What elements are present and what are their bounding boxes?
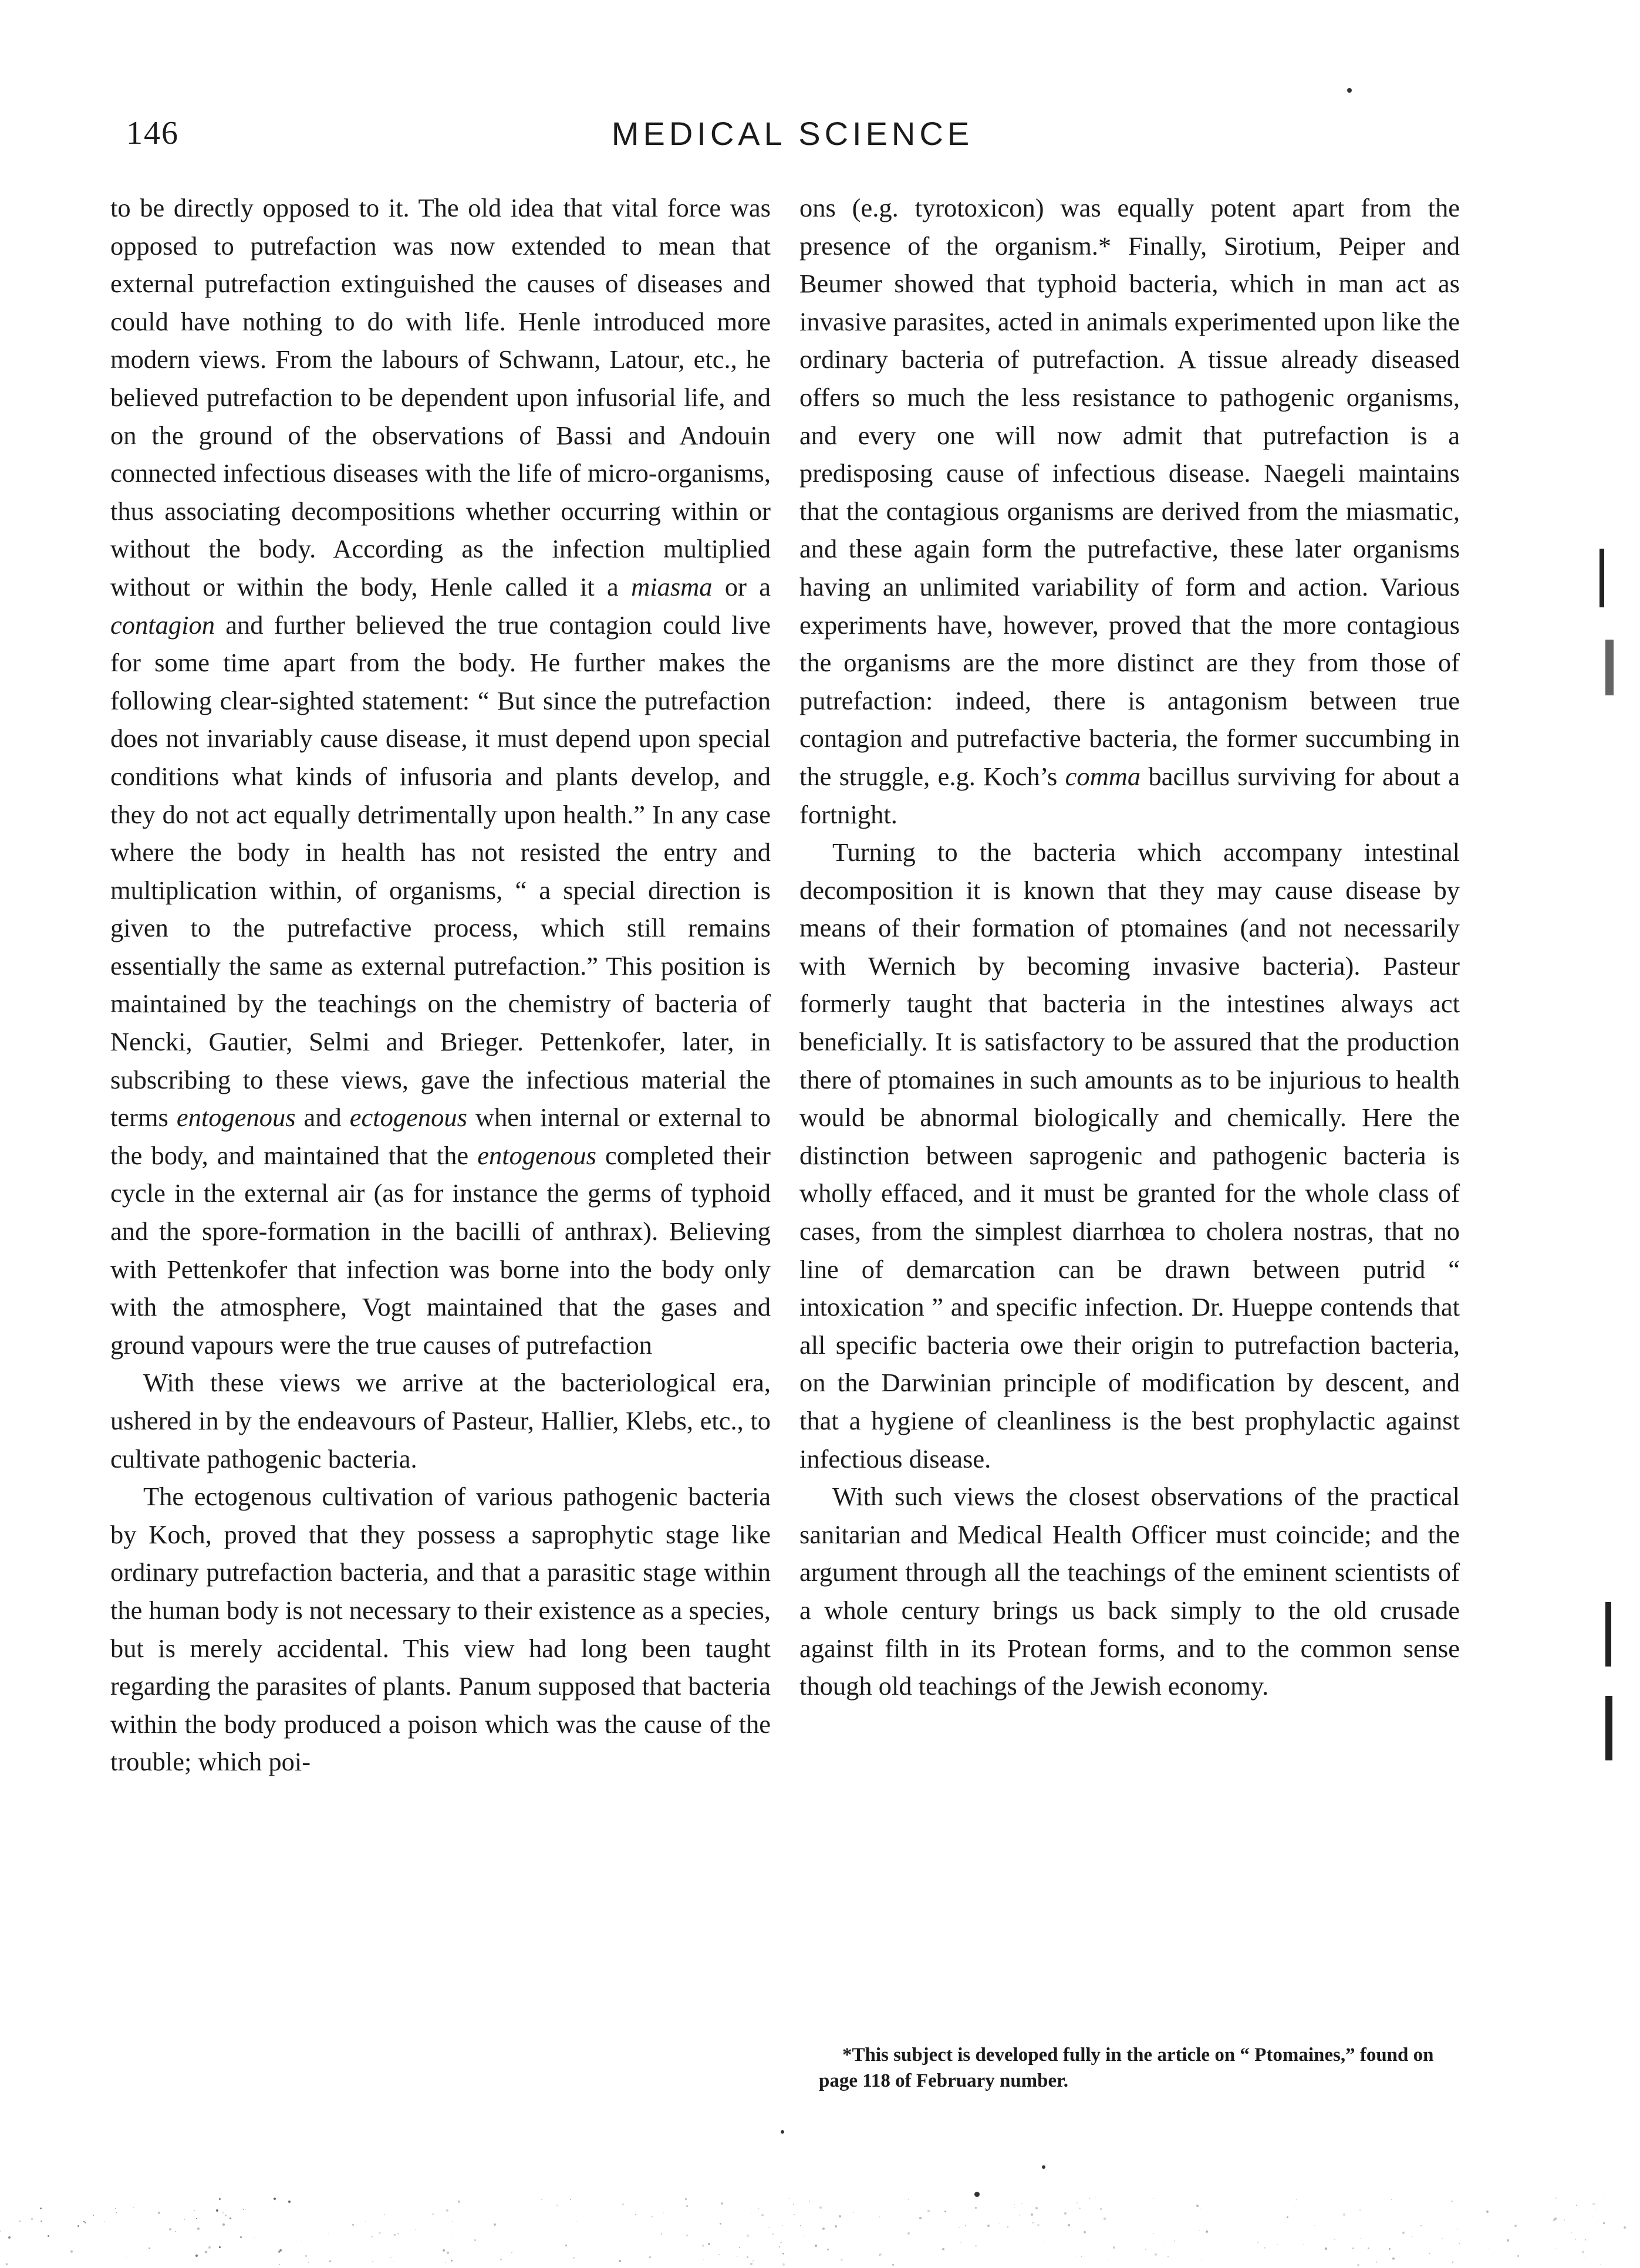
scan-speck	[83, 2221, 85, 2222]
scan-speck	[702, 2245, 704, 2247]
scan-speck	[779, 2246, 780, 2247]
scan-speck	[720, 2223, 721, 2225]
scan-speck	[1357, 2264, 1359, 2266]
scan-speck	[77, 2225, 79, 2227]
scan-speck	[1113, 2246, 1115, 2249]
scan-speck	[1507, 2239, 1509, 2242]
scan-speck	[1555, 2248, 1556, 2249]
scan-speck	[1582, 2251, 1584, 2253]
scan-speck	[240, 2236, 242, 2238]
scan-speck	[718, 2254, 720, 2255]
scan-speck	[570, 2199, 571, 2200]
scan-speck	[819, 2206, 822, 2209]
scan-speck	[371, 2236, 373, 2237]
scan-speck	[1081, 2256, 1082, 2257]
scan-speck	[219, 2198, 221, 2200]
scan-speck	[1514, 2225, 1517, 2227]
scan-speck	[927, 2210, 930, 2212]
scan-speck	[452, 2221, 453, 2222]
scan-speck	[959, 2227, 960, 2228]
paragraph	[799, 1478, 1460, 1705]
paragraph	[799, 189, 1460, 833]
scan-speck	[372, 2261, 373, 2262]
scan-speck	[708, 2243, 710, 2245]
scan-mark	[1605, 640, 1614, 695]
scan-speck	[219, 2246, 221, 2248]
scan-speck	[1079, 2208, 1081, 2209]
scan-speck	[1451, 2201, 1453, 2202]
scan-speck	[541, 2199, 542, 2200]
scan-speck	[1576, 2205, 1577, 2206]
text-run: Turning to the bacteria which accompany intestinal decomposition it is known that they may cause disease by means of their formation of ptomaines (and not necessarily with Wernich by becoming invasive bacteria). Pasteur formerly taught that bacteria in the intestines always act beneficially. It is satisfactory to be assured that the production there of ptomaines in such amounts as to be injurious to health would be abnormal biologically and chemically. Here the distinction between saprogenic and pathogenic bacteria is wholly effaced, and it must be granted for the whole class of cases, from the simplest diarrhœa to cholera nostras, that no line of demarcation can be drawn between putrid “ intoxication ” and specific infection. Dr. Hueppe contends that all specific bacteria owe their origin to putrefaction bacteria, on the Darwinian principle of modification by descent, and that a hygiene of cleanliness is the best prophylactic against infectious disease.	[799, 837, 1460, 1473]
scan-speck	[1429, 2253, 1430, 2254]
scan-speck	[0, 2230, 1, 2232]
scan-speck	[93, 2215, 94, 2216]
italic-term: miasma	[631, 572, 713, 601]
scan-speck	[511, 2252, 512, 2253]
scan-speck	[1347, 88, 1352, 93]
text-run: or a	[712, 572, 771, 601]
scan-speck	[1077, 2202, 1078, 2203]
scan-speck	[1167, 2256, 1169, 2257]
scan-speck	[573, 2257, 575, 2259]
scan-speck	[1564, 2219, 1565, 2220]
scan-speck	[686, 2205, 688, 2207]
scan-speck	[329, 2260, 331, 2262]
scan-speck	[222, 2212, 224, 2213]
scan-speck	[1392, 2257, 1395, 2260]
scan-speck	[1287, 2216, 1288, 2218]
text-run: ons (e.g. tyrotoxicon) was equally potent apart from the presence of the organism.* Finally, Sirotium, Peiper and Beumer showed that typhoid bacteria, which in man act as invasive parasites, acted in animals experimented upon like the ordinary bacteria of putrefaction. A tissue already diseased offers so much the less resistance to pathogenic organisms, and every one will now admit that putrefaction is a predisposing cause of infectious disease. Naegeli maintains that the contagious organisms are derived from the miasmatic, and these again form the putrefactive, these later organisms having an unlimited variability of form and action. Various experiments have, however, proved that the more contagious the organisms are the more distinct are they from those of putrefaction: indeed, there is antagonism between true contagion and putrefactive bacteria, the former succumbing in the struggle, e.g. Koch’s	[799, 193, 1460, 791]
scan-speck	[116, 2212, 117, 2213]
scan-speck	[352, 2224, 354, 2226]
scan-speck	[815, 2245, 817, 2247]
scan-speck	[809, 2201, 810, 2202]
scan-speck	[432, 2213, 434, 2215]
scan-speck	[652, 2216, 653, 2218]
scan-speck	[1553, 2219, 1555, 2221]
scan-speck	[758, 2208, 759, 2209]
scan-speck	[447, 2252, 449, 2254]
scan-speck	[1196, 2205, 1199, 2207]
scan-speck	[1402, 2232, 1405, 2234]
scan-speck	[1596, 2209, 1597, 2210]
scan-speck	[458, 2201, 460, 2203]
text-run: and further believed the true contagion could live for some time apart from the body. He further makes the following clear-sighted statement: “ But since the putrefaction does not invariably cause disease, it must depend upon special conditions what kinds of infusoria and plants develop, and they do not act equally detrimentally upon health.” In any case where the body in health has not resisted the entry and multiplication within, of organisms, “ a special direction is given to the putrefactive process, which still remains essentially the same as external putrefaction.” This position is maintained by the teachings on the chemistry of bacteria of Nencki, Gautier, Selmi and Brieger. Pettenkofer, later, in subscribing to these views, gave the infectious material the terms	[110, 610, 771, 1133]
scan-speck	[225, 2215, 227, 2216]
scan-speck	[40, 2208, 42, 2209]
text-run: to be directly opposed to it. The old idea that vital force was opposed to putrefaction was now extended to mean that external putrefaction extinguished the causes of diseases and could have nothing to do with life. Henle introduced more modern views. From the labours of Schwann, Latour, etc., he believed putrefaction to be dependent upon infusorial life, and on the ground of the observations of Bassi and Andouin connected infectious diseases with the life of micro-organisms, thus associating decompositions whether occurring within or without the body. According as the infection multiplied without or within the body, Henle called it a	[110, 193, 771, 601]
scan-speck	[944, 2210, 946, 2212]
scan-speck	[1014, 2207, 1015, 2208]
scan-speck	[1296, 2199, 1297, 2200]
scan-speck	[133, 2207, 134, 2208]
left-column	[110, 189, 771, 1781]
scan-speck	[1021, 2203, 1023, 2204]
scan-speck	[1452, 2262, 1453, 2263]
scan-speck	[390, 2257, 392, 2258]
scan-speck	[1153, 2198, 1154, 2199]
scan-speck	[1624, 2226, 1626, 2229]
scan-speck	[780, 2242, 782, 2243]
scan-speck	[1457, 2229, 1458, 2230]
scan-mark	[1605, 1696, 1612, 1760]
scan-speck	[41, 2220, 42, 2222]
scan-mark	[1599, 549, 1604, 607]
scan-speck	[661, 2233, 662, 2235]
scan-speck	[747, 2256, 748, 2258]
scan-speck	[752, 2260, 754, 2262]
page-number: 146	[126, 115, 179, 151]
scan-speck	[8, 2236, 11, 2239]
scan-speck	[1277, 2244, 1278, 2245]
scan-speck	[243, 2209, 244, 2210]
scan-speck	[782, 2225, 783, 2226]
scan-speck	[907, 2232, 910, 2235]
scan-speck	[1575, 2239, 1576, 2240]
paragraph	[110, 1364, 771, 1478]
scan-speck	[975, 2207, 977, 2209]
scan-speck	[158, 2212, 160, 2214]
scan-speck	[1068, 2224, 1070, 2226]
scan-speck	[195, 2255, 198, 2257]
scan-speck	[308, 2262, 309, 2263]
scan-speck	[415, 2229, 416, 2230]
scan-speck	[384, 2214, 385, 2215]
scan-speck	[1555, 2198, 1557, 2199]
scan-speck	[328, 2233, 329, 2234]
scan-speck	[1007, 2226, 1008, 2228]
scan-speck	[1019, 2215, 1020, 2216]
scan-speck	[750, 2263, 752, 2265]
italic-term: entogenous	[477, 1140, 596, 1170]
scan-speck	[908, 2199, 909, 2200]
scan-speck	[394, 2234, 396, 2236]
scan-speck	[6, 2263, 8, 2265]
scan-speck	[500, 2259, 502, 2260]
page-header	[0, 114, 1640, 167]
scan-speck	[1442, 2238, 1443, 2239]
scan-speck	[1389, 2248, 1391, 2250]
text-run: With such views the closest observations of the practical sanitarian and Medical Health Officer must coincide; and the argument through all the teachings of the eminent scientists of a whole century brings us back simply to the old crusade against filth in its Protean forms, and to the common sense though old teachings of the Jewish economy.	[799, 1482, 1460, 1701]
scan-speck	[194, 2210, 195, 2211]
scan-speck	[1206, 2230, 1208, 2233]
scan-speck	[879, 2255, 880, 2256]
scan-speck	[446, 2209, 448, 2212]
scan-speck	[782, 2253, 784, 2255]
scan-speck	[999, 2223, 1000, 2224]
scan-speck	[184, 2219, 185, 2220]
scan-speck	[230, 2218, 231, 2219]
scan-speck	[761, 2214, 764, 2216]
scan-speck	[919, 2217, 922, 2219]
scan-speck	[635, 2214, 636, 2215]
scan-speck	[1174, 2240, 1175, 2242]
scan-speck	[1035, 2207, 1038, 2209]
scan-speck	[169, 2228, 171, 2230]
scan-speck	[1585, 2239, 1586, 2240]
scan-speck	[781, 2130, 784, 2134]
scan-speck	[975, 2245, 977, 2247]
scan-speck	[782, 2263, 785, 2266]
scan-speck	[115, 2208, 116, 2209]
italic-term: comma	[1065, 761, 1141, 791]
scan-speck	[274, 2198, 276, 2200]
scan-speck	[85, 2222, 86, 2223]
text-run: The ectogenous cultivation of various pathogenic bacteria by Koch, proved that they possess a saprophytic stage like ordinary putrefaction bacteria, and that a parasitic stage within the human body is not necessary to their existence as a species, but is merely accidental. This view had long been taught regarding the parasites of plants. Panum supposed that bacteria within the body produced a poison which was the cause of the trouble; which poi-	[110, 1482, 771, 1777]
scan-speck	[1585, 2257, 1586, 2258]
scan-speck	[853, 2212, 854, 2213]
scan-speck	[721, 2202, 723, 2205]
scan-speck	[839, 2215, 841, 2218]
scan-speck	[474, 2239, 476, 2241]
scan-speck	[879, 2216, 880, 2218]
scan-speck	[1592, 2203, 1595, 2205]
scan-speck	[365, 2221, 366, 2222]
scan-speck	[1199, 2230, 1200, 2231]
text-run: when internal or external to the body, and maintained that the	[110, 1103, 771, 1170]
scan-speck	[1042, 2165, 1045, 2169]
text-run: bacillus surviving for about a fortnight.	[799, 761, 1460, 829]
text-run: completed their cycle in the external air (as for instance the germs of typhoid and the spore-formation in the bacilli of anthrax). Believing with Pettenkofer that infection was borne into the body only with the atmosphere, Vogt maintained that the gases and ground vapours were the true causes of putrefaction	[110, 1140, 771, 1360]
scan-speck	[196, 2218, 197, 2219]
scan-speck	[1600, 2264, 1601, 2265]
scan-speck	[1145, 2249, 1146, 2250]
scan-speck	[1014, 2204, 1015, 2205]
scan-speck	[1264, 2247, 1266, 2249]
scan-speck	[1359, 2209, 1361, 2210]
scan-speck	[1153, 2233, 1154, 2234]
scan-speck	[205, 2251, 207, 2253]
scan-speck	[451, 2260, 453, 2262]
scan-speck	[1294, 2206, 1295, 2207]
scan-speck	[1257, 2242, 1258, 2243]
scan-speck	[794, 2214, 795, 2215]
scan-speck	[1031, 2213, 1033, 2216]
scan-speck	[1089, 2198, 1090, 2199]
scan-speck	[1155, 2253, 1157, 2256]
scan-speck	[279, 2264, 280, 2265]
scan-speck	[822, 2228, 825, 2230]
scan-speck	[789, 2198, 790, 2199]
scan-speck	[739, 2247, 740, 2248]
scan-speck	[827, 2249, 829, 2250]
paragraph	[799, 833, 1460, 1478]
scan-speck	[663, 2212, 664, 2213]
scan-noise	[0, 2186, 1640, 2268]
scan-speck	[649, 2256, 651, 2258]
scan-speck	[768, 2227, 770, 2228]
scan-speck	[803, 2235, 804, 2236]
scan-speck	[216, 2209, 218, 2212]
scan-speck	[254, 2237, 255, 2238]
scan-speck	[737, 2256, 738, 2257]
scan-speck	[565, 2245, 567, 2246]
scan-speck	[747, 2235, 749, 2237]
scan-speck	[31, 2218, 33, 2220]
scan-speck	[70, 2250, 73, 2253]
footnote: *This subject is developed fully in the article on “ Ptomaines,” found on page 118 of February number.	[819, 2044, 1434, 2091]
scan-speck	[793, 2204, 794, 2205]
italic-term: entogenous	[176, 1103, 296, 1133]
scan-speck	[556, 2205, 558, 2206]
right-column	[799, 189, 1460, 1705]
scan-speck	[841, 2259, 843, 2261]
scan-speck	[987, 2225, 990, 2227]
scan-speck	[1325, 2247, 1327, 2250]
scan-speck	[19, 2220, 21, 2222]
scan-speck	[1032, 2222, 1034, 2223]
scan-speck	[942, 2248, 944, 2250]
scan-speck	[1603, 2222, 1605, 2224]
scan-speck	[1412, 2236, 1413, 2237]
scan-speck	[288, 2201, 291, 2203]
scan-speck	[800, 2225, 801, 2226]
scan-speck	[494, 2223, 496, 2226]
scan-speck	[1314, 2225, 1315, 2226]
scan-speck	[443, 2249, 445, 2252]
scan-speck	[892, 2264, 894, 2266]
scan-speck	[1517, 2255, 1519, 2257]
scan-speck	[1064, 2212, 1067, 2215]
scan-speck	[772, 2233, 774, 2235]
scan-speck	[1391, 2199, 1392, 2200]
scan-speck	[48, 2235, 49, 2237]
running-head: MEDICAL SCIENCE	[611, 115, 974, 152]
scan-speck	[279, 2249, 282, 2252]
italic-term: contagion	[110, 610, 215, 640]
paragraph	[110, 1478, 771, 1781]
scan-speck	[1334, 2239, 1335, 2240]
scan-speck	[1104, 2218, 1106, 2220]
scan-speck	[397, 2233, 399, 2235]
scan-mark	[1605, 1602, 1611, 1667]
scan-speck	[208, 2246, 211, 2249]
text-run: With these views we arrive at the bacteriological era, ushered in by the endeavours of Pasteur, Hallier, Klebs, etc., to cultivate pathogenic bacteria.	[110, 1368, 771, 1473]
scan-speck	[1084, 2231, 1086, 2233]
scan-speck	[175, 2231, 176, 2232]
scan-speck	[835, 2225, 837, 2228]
scan-speck	[622, 2203, 624, 2205]
scan-speck	[1352, 2247, 1354, 2249]
scan-speck	[1303, 2244, 1304, 2245]
scan-speck	[305, 2255, 307, 2257]
scan-speck	[1571, 2232, 1572, 2233]
scan-speck	[1486, 2210, 1489, 2213]
scan-speck	[1459, 2243, 1460, 2244]
scan-speck	[965, 2225, 966, 2226]
scan-speck	[685, 2198, 687, 2200]
scan-speck	[379, 2232, 381, 2234]
text-run: and	[295, 1103, 350, 1133]
scan-speck	[1376, 2262, 1377, 2263]
italic-term: ectogenous	[349, 1103, 467, 1133]
scan-speck	[1037, 2224, 1040, 2226]
scan-speck	[1420, 2225, 1422, 2226]
scan-speck	[1100, 2208, 1102, 2210]
scan-speck	[686, 2235, 688, 2236]
scan-speck	[445, 2262, 446, 2263]
scan-speck	[960, 2242, 961, 2243]
scan-speck	[197, 2228, 200, 2230]
scan-speck	[149, 2247, 150, 2249]
scan-speck	[619, 2260, 621, 2262]
scan-speck	[1343, 2213, 1345, 2216]
scan-speck	[222, 2223, 225, 2226]
scan-speck	[1368, 2247, 1369, 2249]
scan-speck	[703, 2259, 704, 2260]
scan-speck	[104, 2221, 105, 2222]
scan-speck	[1360, 2238, 1361, 2239]
paragraph	[110, 189, 771, 1364]
